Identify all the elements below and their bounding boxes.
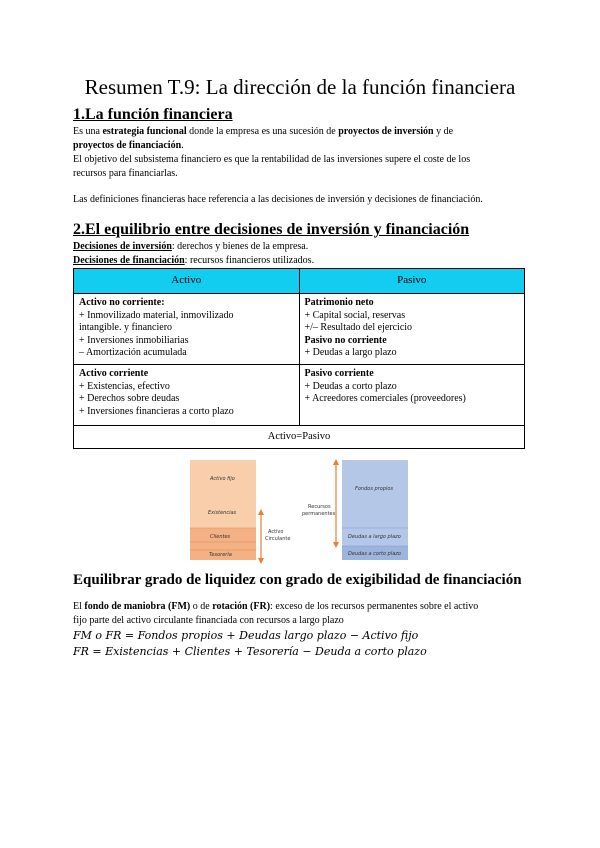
cell-activo-corriente [74, 365, 300, 426]
text-run: . [181, 140, 184, 151]
text-run: : exceso de los recursos permanentes sobre el activo [270, 601, 479, 612]
cell-line: + Capital social, reservas [304, 309, 406, 321]
text-line: El objetivo del subsistema financiero es que la rentabilidad de las inversiones supere el coste de los [73, 154, 471, 165]
label-tesoreria: Tesorería [209, 552, 232, 558]
bold-term: rotación (FR) [212, 601, 271, 612]
bold-term: fondo de maniobra (FM) [84, 601, 191, 612]
text-run: donde la empresa es una sucesión de [186, 126, 339, 137]
label-activo-fijo: Activo fijo [210, 476, 235, 482]
cell-title: Pasivo no corriente [304, 334, 387, 346]
arrow-head-down [333, 542, 339, 548]
bold-term: Decisiones de financiación [73, 255, 185, 266]
label-fondos-propios: Fondos propios [355, 486, 394, 492]
text-run: : recursos financieros utilizados. [184, 255, 315, 266]
cell-line: – Amortización acumulada [79, 347, 187, 358]
cell-line: +/– Resultado del ejercicio [304, 322, 413, 333]
cell-line: + Inmovilizado material, inmovilizado [79, 309, 234, 321]
text-run: El [73, 601, 85, 612]
section3-paragraph1 [73, 600, 533, 628]
label-permanentes: permanentes [302, 511, 336, 517]
cell-activo-no-corriente [74, 294, 300, 365]
bold-term: proyectos de inversión [338, 126, 434, 137]
page-title: Resumen T.9: La dirección de la función financiera [84, 75, 516, 99]
arrow-head-down [258, 558, 264, 564]
decision-inversion-line [73, 240, 533, 254]
label-deudas-corto: Deudas a corto plazo [348, 551, 401, 557]
cell-title: Patrimonio neto [304, 297, 374, 308]
section3-heading: Equilibrar grado de liquidez con grado de exigibilidad de financiación [73, 572, 522, 588]
cell-patrimonio-neto [299, 294, 525, 365]
text-run: fijo parte del activo circulante financiada con recursos a largo plazo [73, 615, 344, 626]
decision-financiacion-line [73, 254, 533, 268]
bold-term: proyectos de financiación [73, 140, 182, 151]
formula-fm: FM o FR = Fondos propios + Deudas largo plazo − Activo fijo [73, 629, 419, 642]
section1-heading: 1.La función financiera [73, 106, 233, 123]
section1-paragraph3: Las definiciones financieras hace referencia a las decisiones de inversión y decisiones de financiación. [73, 194, 483, 205]
cell-title: Activo corriente [79, 368, 149, 379]
cell-line: + Acreedores comerciales (proveedores) [304, 393, 466, 404]
box-fondos-propios [342, 460, 408, 528]
table-header-pasivo: Pasivo [299, 269, 525, 294]
formula-fr: FR = Existencias + Clientes + Tesorería − Deuda a corto plazo [73, 645, 427, 658]
text-run: : derechos y bienes de la empresa. [171, 241, 309, 252]
cell-line: + Inversiones financieras a corto plazo [79, 405, 234, 417]
table-header-activo: Activo [74, 269, 300, 294]
arrow-head-up [333, 459, 339, 465]
bold-term: Decisiones de inversión [73, 241, 172, 252]
cell-line: + Deudas a largo plazo [304, 347, 397, 358]
label-activo: Activo [268, 529, 284, 535]
text-run: o de [190, 601, 213, 612]
bold-term: estrategia funcional [102, 126, 187, 137]
arrow-head-up [258, 509, 264, 515]
text-run: y de [433, 126, 454, 137]
label-clientes: Clientes [210, 534, 231, 540]
label-existencias: Existencias [208, 510, 237, 516]
section2-heading: 2.El equilibrio entre decisiones de inversión y financiación [73, 221, 470, 238]
cell-title: Activo no corriente: [79, 297, 165, 308]
text-run: Es una [73, 126, 103, 137]
balance-diagram [190, 458, 420, 564]
section1-paragraph1 [73, 125, 533, 153]
text-line: recursos para financiarlas. [73, 168, 178, 179]
balance-table [73, 268, 525, 449]
cell-line: + Deudas a corto plazo [304, 380, 397, 392]
section1-paragraph2 [73, 153, 533, 181]
label-circulante: Circulante [265, 536, 291, 542]
cell-line: intangible. y financiero [79, 322, 173, 333]
label-deudas-largo: Deudas a largo plazo [348, 534, 401, 540]
cell-title: Pasivo corriente [304, 368, 374, 379]
table-footer-equation: Activo=Pasivo [74, 426, 525, 449]
cell-line: + Derechos sobre deudas [79, 393, 180, 404]
cell-pasivo-corriente [299, 365, 525, 426]
label-recursos: Recursos [308, 504, 331, 510]
cell-line: + Inversiones inmobiliarias [79, 334, 189, 346]
cell-line: + Existencias, efectivo [79, 380, 170, 392]
